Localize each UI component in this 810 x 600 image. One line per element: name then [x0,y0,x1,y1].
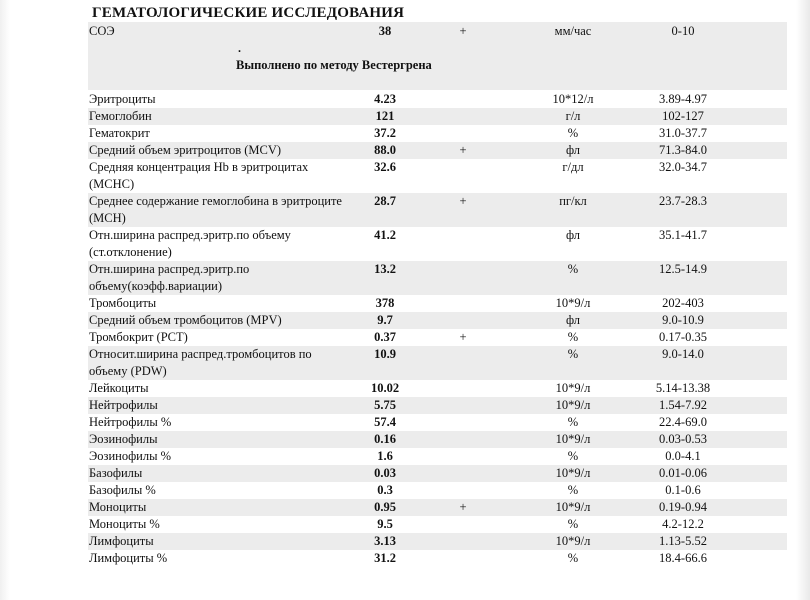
test-value: 88.0 [374,143,396,157]
page-edge-left [0,0,10,600]
test-value: 0.03 [374,466,396,480]
table-row [88,193,787,227]
table-row [88,91,787,108]
table-row [88,346,787,380]
test-reference-range: 0.1-0.6 [665,483,701,497]
test-name: Эозинофилы [89,432,158,446]
test-unit: фл [565,143,581,157]
test-unit: % [567,551,579,565]
test-unit: % [567,347,579,361]
test-name: Эритроциты [89,92,156,106]
esr-flag: + [459,24,467,38]
test-reference-range: 0.17-0.35 [659,330,707,344]
table-row [88,448,787,465]
test-reference-range: 102-127 [662,109,704,123]
table-row [88,499,787,516]
test-unit: % [567,517,579,531]
test-name: Отн.ширина распред.эритр.по объему(коэфф.вариации) [89,262,250,293]
section-title: ГЕМАТОЛОГИЧЕСКИЕ ИССЛЕДОВАНИЯ [92,5,405,21]
test-name: Тромбоциты [89,296,157,310]
test-reference-range: 35.1-41.7 [659,228,707,242]
test-unit: фл [565,313,581,327]
table-row [88,159,787,193]
test-reference-range: 71.3-84.0 [659,143,707,157]
test-value: 0.37 [374,330,396,344]
test-unit: 10*9/л [555,466,591,480]
test-reference-range: 5.14-13.38 [655,381,711,395]
page-edge-right [796,0,810,600]
test-reference-range: 202-403 [662,296,704,310]
test-name: Гематокрит [89,126,150,140]
test-value: 10.02 [370,381,400,395]
test-value: 9.7 [377,313,393,327]
test-value: 13.2 [374,262,396,276]
test-name: Эозинофилы % [89,449,172,463]
table-row [88,312,787,329]
test-reference-range: 0.19-0.94 [659,500,707,514]
test-unit: % [567,483,579,497]
test-name: Тромбокрит (PCT) [89,330,188,344]
test-name: Моноциты [89,500,147,514]
test-unit: % [567,126,579,140]
test-name: Средний объем эритроцитов (MCV) [89,143,282,157]
test-unit: 10*9/л [555,432,591,446]
esr-dot: . [238,41,241,55]
test-name: Гемоглобин [89,109,152,123]
test-flag: + [459,500,467,514]
test-value: 28.7 [374,194,396,208]
test-unit: 10*9/л [555,398,591,412]
test-value: 378 [375,296,395,310]
test-value: 0.3 [377,483,393,497]
test-name: Базофилы [89,466,143,480]
test-reference-range: 1.54-7.92 [659,398,707,412]
table-row [88,550,787,567]
table-row [88,142,787,159]
test-value: 0.16 [374,432,396,446]
table-row [88,329,787,346]
table-row [88,380,787,397]
test-value: 57.4 [374,415,396,429]
test-reference-range: 31.0-37.7 [659,126,707,140]
test-name: Нейтрофилы [89,398,158,412]
table-row [88,516,787,533]
test-value: 37.2 [374,126,396,140]
test-name: Базофилы % [89,483,156,497]
test-name: Средний объем тромбоцитов (MPV) [89,313,282,327]
table-row [88,108,787,125]
test-unit: 10*9/л [555,296,591,310]
test-value: 9.5 [377,517,393,531]
esr-name: СОЭ [89,24,115,38]
table-row [88,227,787,261]
table-row [88,125,787,142]
test-name: Отн.ширина распред.эритр.по объему (ст.отклонение) [89,228,291,259]
test-reference-range: 1.13-5.52 [659,534,707,548]
test-name: Средняя концентрация Hb в эритроцитах (MCHC) [89,160,309,191]
test-unit: 10*9/л [555,534,591,548]
test-reference-range: 18.4-66.6 [659,551,707,565]
esr-ref: 0-10 [671,24,695,38]
test-unit: % [567,415,579,429]
test-value: 41.2 [374,228,396,242]
test-reference-range: 0.03-0.53 [659,432,707,446]
test-reference-range: 32.0-34.7 [659,160,707,174]
test-flag: + [459,194,467,208]
table-row [88,533,787,550]
test-value: 121 [375,109,395,123]
test-reference-range: 9.0-14.0 [662,347,704,361]
table-row [88,465,787,482]
test-flag: + [459,143,467,157]
test-name: Лимфоциты % [89,551,168,565]
test-flag: + [459,330,467,344]
test-unit: пг/кл [559,194,587,208]
test-unit: г/л [565,109,581,123]
table-row [88,261,787,295]
test-reference-range: 9.0-10.9 [662,313,704,327]
esr-row [88,23,787,40]
test-unit: г/дл [562,160,584,174]
test-name: Моноциты % [89,517,160,531]
test-value: 0.95 [374,500,396,514]
table-row [88,431,787,448]
test-value: 1.6 [377,449,393,463]
test-unit: 10*12/л [552,92,594,106]
test-value: 31.2 [374,551,396,565]
esr-value: 38 [378,24,392,38]
test-unit: % [567,262,579,276]
test-reference-range: 3.89-4.97 [659,92,707,106]
test-value: 5.75 [374,398,396,412]
test-reference-range: 23.7-28.3 [659,194,707,208]
table-row [88,414,787,431]
test-unit: % [567,330,579,344]
test-name: Среднее содержание гемоглобина в эритроците (MCH) [89,194,342,225]
test-name: Относит.ширина распред.тромбоцитов по объему (PDW) [89,347,312,378]
table-row [88,295,787,312]
esr-unit: мм/час [554,24,592,38]
test-reference-range: 0.0-4.1 [665,449,701,463]
test-value: 3.13 [374,534,396,548]
test-unit: 10*9/л [555,500,591,514]
test-reference-range: 22.4-69.0 [659,415,707,429]
test-reference-range: 12.5-14.9 [659,262,707,276]
test-value: 10.9 [374,347,396,361]
test-unit: фл [565,228,581,242]
test-name: Лейкоциты [89,381,149,395]
test-reference-range: 0.01-0.06 [659,466,707,480]
table-row [88,397,787,414]
table-row [88,482,787,499]
test-value: 4.23 [374,92,396,106]
test-name: Лимфоциты [89,534,154,548]
test-unit: % [567,449,579,463]
esr-method-note: Выполнено по методу Вестергрена [236,58,432,72]
test-value: 32.6 [374,160,396,174]
test-name: Нейтрофилы % [89,415,172,429]
test-unit: 10*9/л [555,381,591,395]
test-reference-range: 4.2-12.2 [662,517,704,531]
